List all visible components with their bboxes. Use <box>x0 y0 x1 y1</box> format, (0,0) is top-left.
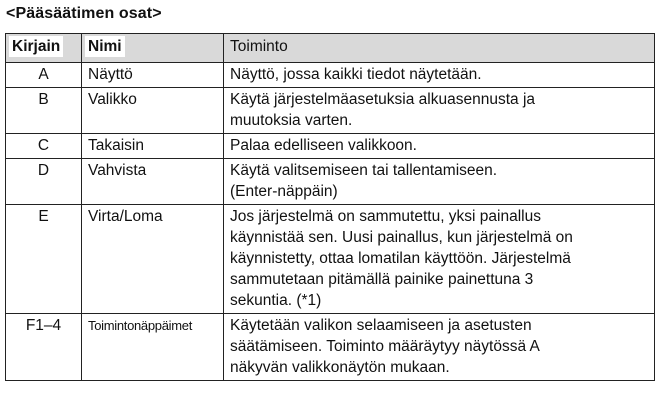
row-name: Valikko <box>82 88 224 134</box>
table-row <box>6 314 655 381</box>
table-row <box>6 88 655 134</box>
row-function: Käytä järjestelmäasetuksia alkuasennusta ja muutoksia varten. <box>224 88 655 134</box>
row-function: Jos järjestelmä on sammutettu, yksi painallus käynnistää sen. Uusi painallus, kun järjestelmä on käynnistetty, ottaa lomatilan käyttöön. Järjestelmä sammutetaan pitämällä painike painettuna 3 sekuntia. (*1) <box>224 205 655 314</box>
row-name: Virta/Loma <box>82 205 224 314</box>
controller-parts-table <box>5 33 655 381</box>
row-function: Palaa edelliseen valikkoon. <box>224 134 655 159</box>
row-function: Käytä valitsemiseen tai tallentamiseen. (Enter-näppäin) <box>224 159 655 205</box>
row-name: Vahvista <box>82 159 224 205</box>
table-row <box>6 205 655 314</box>
table-header-row <box>6 34 655 63</box>
row-function: Näyttö, jossa kaikki tiedot näytetään. <box>224 63 655 88</box>
table-row <box>6 63 655 88</box>
table-row <box>6 159 655 205</box>
row-letter: A <box>6 63 82 88</box>
row-name: Takaisin <box>82 134 224 159</box>
row-letter: E <box>6 205 82 314</box>
row-letter: F1–4 <box>6 314 82 381</box>
row-letter: C <box>6 134 82 159</box>
page-title: <Pääsäätimen osat> <box>6 5 162 22</box>
row-letter: D <box>6 159 82 205</box>
row-function: Käytetään valikon selaamiseen ja asetusten säätämiseen. Toiminto määräytyy näytössä A näkyvän valikkonäytön mukaan. <box>224 314 655 381</box>
row-name: Toimintonäppäimet <box>82 314 224 381</box>
row-letter: B <box>6 88 82 134</box>
column-header-function: Toiminto <box>224 34 655 63</box>
column-header-letter: Kirjain <box>6 34 82 63</box>
table-row <box>6 134 655 159</box>
row-name: Näyttö <box>82 63 224 88</box>
column-header-name: Nimi <box>82 34 224 63</box>
